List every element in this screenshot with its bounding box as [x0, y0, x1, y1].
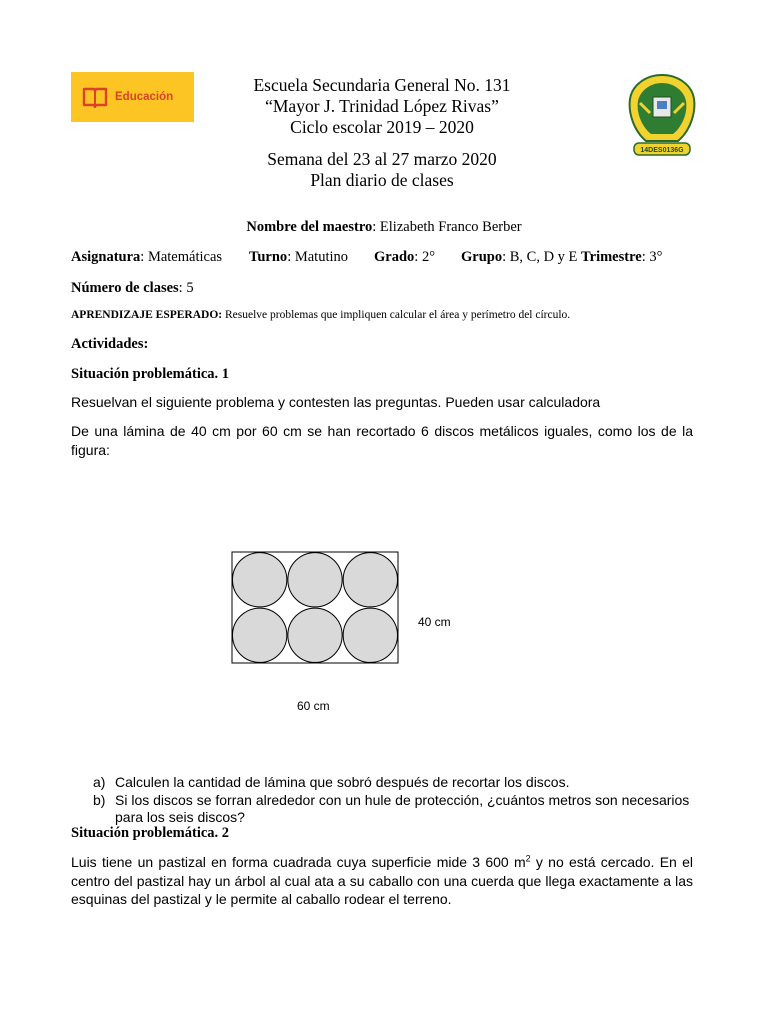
learning-label: APRENDIZAJE ESPERADO: — [71, 309, 223, 321]
question-text: Calculen la cantidad de lámina que sobró después de recortar los discos. — [115, 774, 570, 790]
school-seal-icon — [626, 73, 698, 159]
learning-line — [71, 309, 570, 321]
situation1-instruction: Resuelvan el siguiente problema y contesten las preguntas. Pueden usar calculadora — [71, 394, 601, 410]
width-label: 60 cm — [297, 699, 330, 713]
situation2-text-before: Luis tiene un pastizal en forma cuadrada cuya superficie mide 3 600 m — [71, 854, 526, 870]
subject-line — [71, 249, 662, 266]
list-item — [71, 792, 701, 827]
situation1-problem: De una lámina de 40 cm por 60 cm se han recortado 6 discos metálicos iguales, como los de la figura: — [71, 423, 693, 458]
asignatura-label: Asignatura — [71, 249, 141, 265]
trimestre-value: : 3° — [641, 249, 663, 265]
asignatura-value: : Matemáticas — [140, 249, 223, 265]
school-name: Escuela Secundaria General No. 131 — [253, 75, 511, 95]
school-header — [200, 75, 564, 191]
classes-line — [71, 280, 194, 297]
grupo-value: : B, C, D y E — [502, 249, 582, 265]
logo-label: Educación — [115, 91, 174, 103]
disc — [233, 608, 287, 662]
turno-label: Turno — [249, 249, 288, 265]
teacher-line — [0, 219, 768, 236]
teacher-label: Nombre del maestro — [246, 219, 373, 235]
disc — [343, 553, 397, 607]
school-honoree: “Mayor J. Trinidad López Rivas” — [265, 96, 499, 116]
seal-code: 14DES0136G — [640, 147, 684, 154]
area-superscript: 2 — [525, 853, 531, 864]
situation2-title: Situación problemática. 2 — [71, 825, 230, 841]
learning-value: Resuelve problemas que impliquen calcular el área y perímetro del círculo. — [222, 309, 571, 321]
week-range: Semana del 23 al 27 marzo 2020 — [267, 149, 497, 169]
question-marker: b) — [93, 791, 106, 808]
grupo-label: Grupo — [461, 249, 503, 265]
education-logo — [71, 72, 194, 122]
situation1-title: Situación problemática. 1 — [71, 366, 230, 382]
disc — [288, 553, 342, 607]
disc — [343, 608, 397, 662]
discs-figure — [225, 545, 465, 725]
question-list — [71, 774, 701, 827]
height-label: 40 cm — [418, 615, 451, 629]
grado-value: : 2° — [414, 249, 435, 265]
open-book-icon — [82, 86, 108, 108]
teacher-value: : Elizabeth Franco Berber — [372, 219, 522, 235]
grado-label: Grado — [374, 249, 415, 265]
question-marker: a) — [93, 774, 106, 790]
situation2-text-after: y no está cercado. En el centro del pastizal hay un árbol al cual ata a su caballo con una cuerda que llega exactamente a las esquinas del pastizal y le permite al caballo rodear el terreno. — [71, 854, 693, 907]
situation2-text — [71, 853, 693, 909]
list-item — [71, 774, 701, 792]
classes-label: Número de clases — [71, 280, 179, 296]
activities-title: Actividades: — [71, 336, 149, 352]
turno-value: : Matutino — [287, 249, 349, 265]
discs-group — [233, 553, 398, 663]
trimestre-label: Trimestre — [581, 249, 642, 265]
school-cycle: Ciclo escolar 2019 – 2020 — [290, 117, 474, 137]
disc — [288, 608, 342, 662]
plan-title: Plan diario de clases — [310, 170, 454, 190]
disc — [233, 553, 287, 607]
question-text: Si los discos se forran alrededor con un hule de protección, ¿cuántos metros son necesarios para los seis discos? — [115, 791, 690, 825]
classes-value: : 5 — [178, 280, 194, 296]
